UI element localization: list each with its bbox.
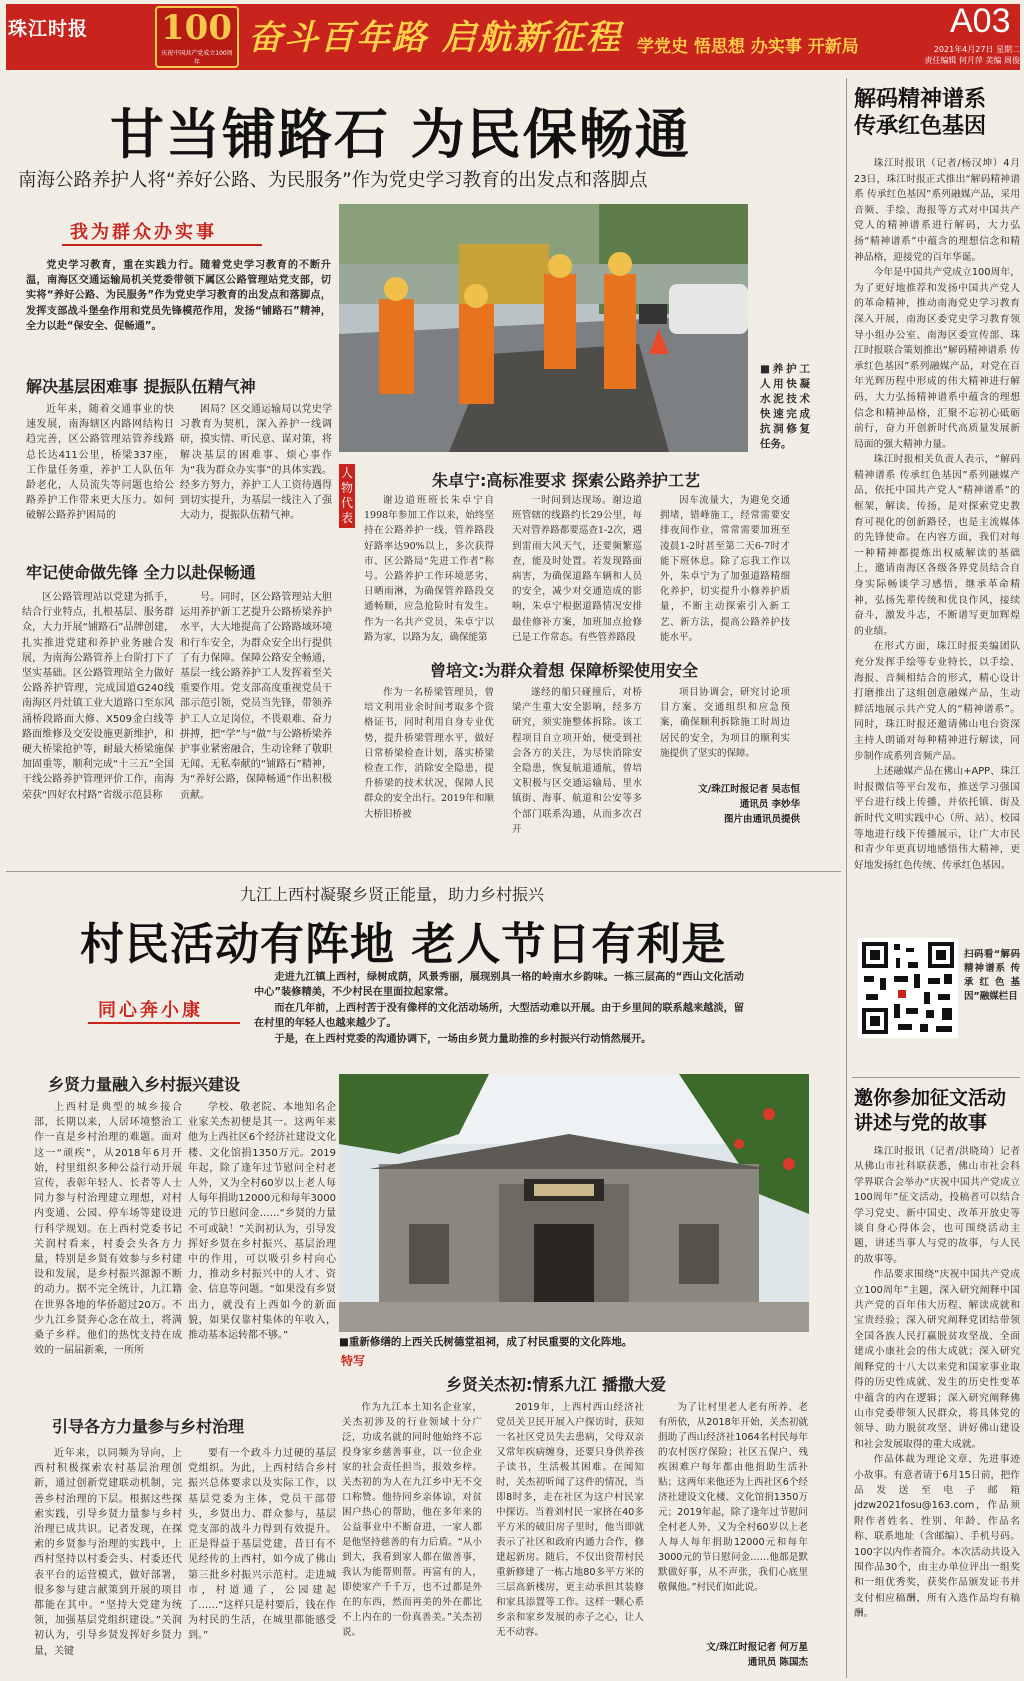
sidebar1-body: 珠江时报讯（记者/杨汉坤）4月23日，珠江时报正式推出“解码精神谱系 传承红色基因”系列融媒产品，采用音频、手绘、海报等方式对中国共产党人的精神谱系进行解码，大力弘扬“精神谱系”中蕴含的理想信念和精神品格，迎接党的百年华诞。 今年是中国共产党成立100周年，为了更好地推荐和发扬中国共产党人的革命精神，推动南海党史学习教育深入开展，南海区委党史学习教育领导小组办公室、南海区委宣传部、珠江时报联合策划推出“解码精神谱系 传承红色基因”系列融媒产品，对党在百年光辉历程中形成的伟大精神进行解码，大力弘扬精神谱系中蕴含的理想信念和精神品格，汇聚不忘初心砥砺前行，奋力开创新时代高质量发展新局面的强大精神力量。 珠江时报相关负责人表示，“解码精神谱系 传承红色基因”系列融媒产品，依托中国共产党人“精神谱系”的框架，解读、传扬，是对探索党史教育可视化的创新路径，也是主流媒体的先锋使命。在内容方面，我们对每一种精神都提炼出权威解读的基础上，邀请南海区各级各界党员结合自身实际畅谈学习感悟，继承革命精神，弘扬先辈传统和优良作风，接续奋斗，激发斗志，不断谱写更加辉煌的业绩。 在形式方面，珠江时报美编团队充分发挥手绘等专业特长，以手绘、海报、音频相结合的形式，精心设计打磨推出了这组创意融媒产品，生动鲜活地展示共产党人的“精神谱系”。同时，珠江时报还邀请佛山电台资深主持人朗诵对每种精神进行解读，同步制作成系列音频产品。 上述融媒产品在佛山+APP、珠江时报微信等平台发布，推送学习强国平台进行线上传播，并依托镇、街及新时代文明实践中心（所、站）、校园等地进行线下传播展示，让广大市民和青少年更真切地感悟伟大精神，更好地发扬红色传统、传承红色基因。 bbox=[854, 158, 1020, 871]
profile2-col3: 项目协调会，研究讨论项目方案、交通组织和应急预案，确保顺利拆除施工时周边居民的安全，为项目的顺利实施提供了坚实的保障。 bbox=[660, 687, 790, 759]
road-repair-photo bbox=[339, 204, 748, 452]
story2-col-a1: 上西村是典型的城乡接合部，长期以来，人居环境整治工作一直是乡村治理的难题。面对这一“顽疾”，从2018年6月开始，村里组织多种公益行动开展宣传，表彰年轻人、长者等人士同力参与村治理建立理想，对村内变通、公园、停车场等建设进行科学规划。在上西村党委书记关润村看来，村委会头各方力量，特别是乡贤有效参与乡村建设和发展，是乡村振兴源源不断的动力。据不完全统计，九江籍在世界各地的华侨超过20万。不少九江乡贤奔心念在故土，将满桑子乡样。他们的热忱支持在成效的一届届新乘，一所所 bbox=[34, 1102, 182, 1357]
sidebar1-headline bbox=[854, 86, 986, 140]
section-tag-underline bbox=[62, 244, 262, 246]
editor-credit: 责任编辑 何月萍 美编 周俊 bbox=[924, 56, 1020, 65]
story2-col-a2: 学校、敬老院、本地知名企业家关杰初便是其一。这两年来他为上西社区6个经济社建设文化楼、文化馆捐1350万元。2019年起，除了逢年过节慰问全村老人外，又为全村60岁以上老人每人每年捐助12000元和每年3000元的节日慰问金……“乡贤的力量不可或缺！”关润初认为，引导发挥好乡贤在乡村振兴、基层治理中的作用，可以吸引乡村向心力，推动乡村振兴中的人才、资金、信息等问题。“如果没有乡贤出力，就没有上西如今的新面貌，如果仅靠村集体的年收入，推动基本运转都不够。” bbox=[188, 1102, 336, 1342]
centenary-badge bbox=[155, 6, 239, 68]
issue-date: 2021年4月27日 星期二 bbox=[933, 45, 1020, 54]
road-photo-caption: ■养护工人用快凝水泥技术快速完成抗洞修复任务。 bbox=[760, 363, 810, 450]
feature-col2: 2019年，上西村西山经济社党员关卫民开展入户探访时，获知一名社区党员失去患病，父母双亲又常年疾病缠身，还要只身供养孩子读书，生活极其困难。在闻知时，关杰初听闻了这件的情况，当即8时多，走在社区为这户村民家中探访。当着刘村民一家挤在40多平方米的破旧房子里时，他当即就表示了社区和政府内通力合作，修建起新房。随后，不仅出资帮村民重新修建了一栋占地80多平方米的三层高新楼房，更主动承担其装修和家具添置等工作。这样一颗心系乡亲和家乡发展的赤子之心，让人无不动容。 bbox=[496, 1402, 644, 1638]
story1-subtitle: 南海公路养护人将“养好公路、为民服务”作为党史学习教育的出发点和落脚点 bbox=[18, 170, 648, 191]
sidebar2-headline bbox=[854, 1086, 1006, 1136]
feature-col3: 为了让村里老人老有所养、老有所依，从2018年开始，关杰初就捐助了西山经济社1064名村民每年的农村医疗保险；社区五保户、残疾困难户每年都由他捐助生活补贴；这两年来他还为上西社区6个经济社建设文化楼、文化馆捐1350万元；2019年起，除了逢年过节慰问全村老人外，又为全村60岁以上老人每人每年捐助12000元和每年3000元的节日慰问金……他都是默默做好事，从不声张，我们心底里敬佩他。”村民们如此说。 bbox=[658, 1402, 808, 1593]
badge-caption: 庆祝中国共产党成立100周年 bbox=[161, 50, 233, 66]
story1-lede: 党史学习教育，重在实践力行。随着党史学习教育的不断升温，南海区交通运输局机关党委带领下属区公路管理站党支部，切实将“养好公路、为民服务”作为党史学习教育的出发点和落脚点，发挥支部战斗堡垒作用和党员先锋模范作用，发扬“铺路石”精神，全力以赴“保安全、促畅通”。 bbox=[26, 260, 331, 332]
profile2-title: 曾培文:为群众着想 保障桥梁使用安全 bbox=[430, 661, 698, 680]
story2-section-tag: 同心奔小康 bbox=[98, 1000, 203, 1021]
date-line bbox=[922, 44, 1020, 66]
sidebar-divider bbox=[846, 78, 847, 1678]
story2-byline bbox=[680, 1640, 808, 1670]
story2-subhead-a: 乡贤力量融入乡村振兴建设 bbox=[48, 1075, 241, 1094]
feature-col1: 作为九江本土知名企业家，关杰初涉及的行业领域十分广泛，功成名就的同时他始终不忘投身家乡慈善事业，以一位企业家的社会责任担当，报效乡梓。关杰初的为人在九江乡中无不交口称赞。他待同乡亲体谅，对贫困户热心的帮助，他在多年来的公益事业中不断奋进，一家人都是他坚持慈善的有力后盾。“从小到大，我看到家人都在做善事，我认为能帮则帮。再富有的人，即使家产千千万，也不过都是外在的东西，然而再美的外在都比不上内在的一份真善美。”关杰初说。 bbox=[342, 1402, 482, 1638]
story1-col-a1: 近年来，随着交通事业的快速发展，南海辖区内路网结构日趋完善，区公路管理站管养线路总长达411公里，桥梁337座，工作量任务重，养护工人队伍年龄老化，人员流失等问题也给公路养护工作带来更大压力。如何破解公路养护困局的 bbox=[26, 404, 174, 522]
masthead-tags: 学党史 悟思想 办实事 开新局 bbox=[637, 37, 859, 57]
byline-correspondent: 通讯员 李妙华 bbox=[739, 799, 800, 810]
feature-title: 乡贤关杰初:情系九江 播撒大爱 bbox=[446, 1375, 666, 1394]
ancestral-hall-photo bbox=[339, 1074, 809, 1332]
story1-col-b2: 号。同时，区公路管理站大胆运用养护新工艺提升公路桥梁养护水平，大大地提高了公路路域环境和行车安全，为群众安全出行提供了有力保障。保障公路安全畅通，基层一线公路养护工人发挥着至关重要作用。党支部高度重视党员干部示范引领，党员当先锋，带领养护工人立足岗位，不畏艰难、奋力拼搏，把“学”与“做”与公路桥梁养护事业紧密融合，生动诠释了敬职无闻、无私奉献的“铺路石”精神，为“养好公路，保障畅通”作出积极贡献。 bbox=[180, 592, 332, 801]
profile1-col1: 谢边道班班长朱卓宁自1998年参加工作以来，始终坚持在公路养护一线，管养路段好路率达90%以上，多次获得市、区公路局“先进工作者”称号。公路养护工作环境恶劣，日晒雨淋，为确保管养路段交通畅顺，应急抢险时有发生。作为一名共产党员，朱卓宁以路为家，以路为友，确保能第 bbox=[364, 495, 494, 643]
profile1-col2: 一时间到达现场。谢边道班管辖的线路约长29公里，每天对管养路都要巡查1-2次，遇到雷雨大风天气，还要频繁巡查，能及时处置。若发现路面病害，为确保道路车辆和人员的安全，减少对交通造成的影响，朱卓宁根据道路情况安排最佳修补方案，加班加点抢修已是工作常态。有些管养路段 bbox=[512, 495, 642, 643]
story2-col-b2: 要有一个政斗力过硬的基层党组织。为此，上西村结合乡村振兴总体要求以及实际工作，以基层党委为主体，党员干部带头，乡贤出力、群众参与，基层党支部的战斗力得到有效提升。正是得益于基层党建，昔日有不见经传的上西村，如今成了佛山第三批乡村振兴示范村。走进城市，村道通了，公园建起了……“这样只是村要后，钱在作为村民的生活，在城里都能感受到。” bbox=[188, 1448, 336, 1642]
profile-tag: 人物代表 bbox=[339, 464, 355, 528]
story1-col-a2: 困局？区交通运输局以党史学习教育为契机，深入养护一线调研，摸实情、听民意、谋对策，将解决基层的困难事、烦心事作为“我为群众办实事”的具体实践。经多方努力，养护工人工资待遇得到切实提升，为基层一线注入了强大动力，提振队伍精气神。 bbox=[180, 404, 332, 522]
sidebar2-headline-2: 讲述与党的故事 bbox=[854, 1112, 988, 1134]
qr-caption: 扫码看“解码精神谱系 传承红色基因”融媒栏目 bbox=[964, 949, 1020, 1002]
sidebar1-headline-1: 解码精神谱系 bbox=[854, 86, 987, 112]
story1-section-tag: 我为群众办实事 bbox=[70, 222, 217, 243]
sidebar1-headline-2: 传承红色基因 bbox=[854, 113, 987, 139]
feature-tag: 特写 bbox=[341, 1354, 366, 1368]
profile1-col3: 因车流量大，为避免交通拥堵，错峰施工，经常需要安排夜间作业，常常需要加班至凌晨1-2时甚至第二天6-7时才能下班休息。除了忘我工作以外，朱卓宁为了加强道路精细化养护，切实提升小修养护质量，不断主动探索引入新工艺、新方法，提高公路养护技能水平。 bbox=[660, 495, 790, 643]
story1-headline: 甘当铺路石 为民保畅通 bbox=[110, 102, 691, 166]
hall-photo-caption: ■重新修缮的上西关氏树德堂祖祠，成了村民重要的文化阵地。 bbox=[339, 1336, 633, 1348]
profile2-col1: 作为一名桥梁管理员，曾培文利用业余时间考取多个资格证书，同时利用自身专业优势，提升桥梁管理水平，做好日常桥梁检查计划，落实桥梁检查工作，消除安全隐患，提升桥梁的技术状况，保障人民群众的安全出行。2019年和顺大桥旧桥被 bbox=[364, 687, 494, 820]
page-number: A03 bbox=[950, 2, 1011, 40]
newspaper-logo: 珠江时报 bbox=[8, 18, 89, 40]
sidebar2-body: 珠江时报讯（记者/洪晓琦）记者从佛山市社科联获悉，佛山市社会科学界联合会举办“庆祝中国共产党成立100周年”征文活动，投稿者可以结合学习党史、新中国史、改革开放史等谈自身心得体会，也可围绕活动主题，讲述当事人与党的故事，与人民的故事等。 作品要求围绕“庆祝中国共产党成立100周年”主题，深入研究阐释中国共产党的百年伟大历程、解读成就和宝贵经验；深入研究阐释党团结带领全国各族人民打赢脱贫攻坚战、全面建成小康社会的伟大成就；深入研究阐释党的十八大以来党和国家事业取得的历史性成就、发生的历史性变革中蕴含的内在逻辑；深入研究阐释佛山市党委带领人民群众，将具体党的领导、助力脱贫攻坚、讲好佛山建设和社会发展取得的重大成就。 作品体裁为理论文章、先进事迹小故事。有意者请于6月15日前，把作品发送至电子邮箱jdzw2021fosu@163.com，作品须附作者姓名、性别、年龄、作品名称、联系地址（含邮编）、手机号码。100字以内作者简介。本次活动共设入围作品30个，由主办单位评出一组奖和一组优秀奖，获奖作品颁发证书并支付相应稿酬，所有入选作品均有稿酬。 bbox=[854, 1146, 1020, 1620]
sidebar2-headline-1: 邀你参加征文活动 bbox=[854, 1087, 1007, 1109]
story2-kicker: 九江上西村凝聚乡贤正能量，助力乡村振兴 bbox=[240, 885, 545, 904]
story1-col-b1: 区公路管理站以党建为抓手，结合行业特点，扎根基层、服务群众，大力开展“铺路石”品牌创建，扎实推进党建和养护业务融合发展，为南海公路管养上台阶打下了坚实基础。区公路管理站全力做好公路养护管理，完成国道G240线南海区丹灶镇工业大道路口至东风涌桥段路面大修、X509金白线等路面维修及交安设施更新维护，和硬大桥梁抢护等，耐最大桥梁施保加固重等，顺利完成“十三五”全国干线公路养护管理评价工作，南海荣获“四好农村路”省级示范县称 bbox=[22, 592, 174, 801]
qr-code[interactable] bbox=[858, 938, 958, 1038]
story2-col-b1: 近年来，以同频为导向，上西村积极探索农村基层治理创新，通过创新党建联动机制，完善乡村治理的下层。根据这些探索实践，引导乡贤力量参与乡村治理已成共识。记者发现，在探索的乡贤参与治理的实践中，上西村坚持以村委会头、村委还代表平台的运营模式，做好部署，很多参与建言献策到开展的项目都能在其中。“坚持大党建为统领，加强基层党组织建设。”关润初认为，引导乡贤发挥好乡贤力量，关键 bbox=[34, 1448, 182, 1657]
section-tag-underline-2 bbox=[88, 1022, 240, 1024]
byline-reporter: 文/珠江时报记者 吴志恒 bbox=[698, 784, 800, 795]
byline-photo: 图片由通讯员提供 bbox=[723, 814, 800, 825]
story1-subhead-b: 牢记使命做先锋 全力以赴保畅通 bbox=[26, 563, 256, 582]
story-divider bbox=[6, 871, 841, 872]
profile2-col2: 遂经的船只碰撞后，对桥梁产生重大安全影响，经多方研究，须实施整体拆除。该工程项目自立项开始，便受到社会各方的关注，为尽快消除安全隐患，恢复航道通航，曾培文积极与区交通运输局、里水镇街、海事、航道和公安等多个部门联系沟通，从而多次召开 bbox=[512, 687, 642, 835]
story2-headline: 村民活动有阵地 老人节日有利是 bbox=[80, 919, 727, 970]
byline-reporter-2: 文/珠江时报记者 何万星 bbox=[706, 1642, 808, 1653]
sidebar-divider-h bbox=[852, 1077, 1020, 1078]
profile1-title: 朱卓宁:高标准要求 探索公路养护工艺 bbox=[432, 471, 700, 490]
story1-subhead-a: 解决基层困难事 提振队伍精气神 bbox=[26, 377, 256, 396]
masthead-slogan: 奋斗百年路 启航新征程 bbox=[248, 18, 622, 58]
story2-lede: 走进九江镇上西村，绿树成荫，风景秀丽，展现别具一格的岭南水乡韵味。一栋三层高的“西山文化活动中心”装修精美，不少村民在里面拉起家常。 而在几年前，上西村苦于没有像样的文化活动场所，大型活动难以开展。由于乡里间的联系越来越淡，留在村里的年轻人也越来越少了。 于是，在上西村党委的沟通协调下，一场由乡贤力量助推的乡村振兴行动悄然展开。 bbox=[254, 972, 744, 1045]
story1-byline bbox=[690, 782, 800, 827]
story2-subhead-b: 引导各方力量参与乡村治理 bbox=[52, 1417, 245, 1436]
byline-correspondent-2: 通讯员 陈国杰 bbox=[747, 1657, 808, 1668]
badge-number: 100 bbox=[161, 8, 232, 48]
